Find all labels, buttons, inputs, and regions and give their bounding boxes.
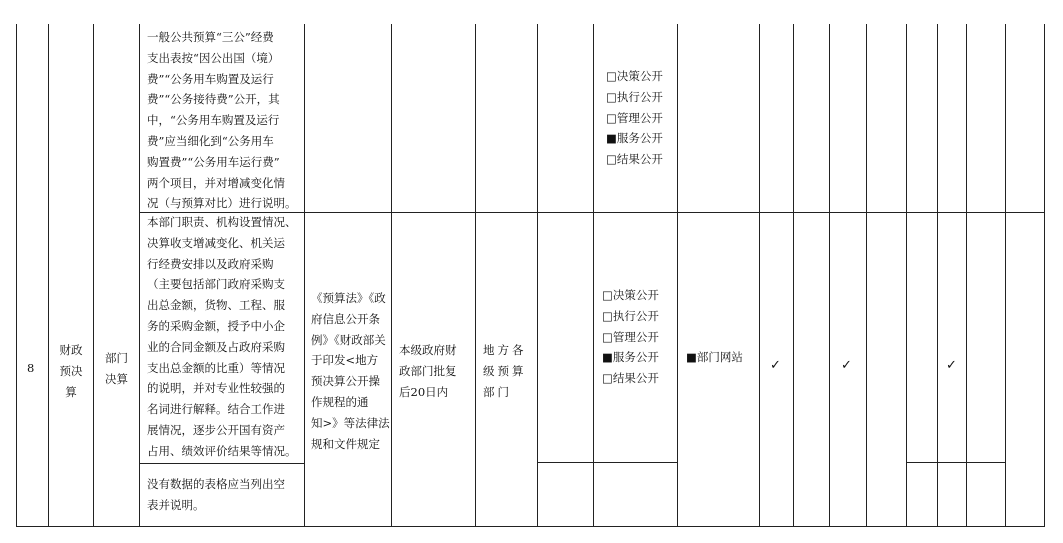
- text-line: 支出表按“因公出国（境）: [147, 50, 280, 65]
- text-line: 业的合同金额及占政府采购: [147, 339, 285, 354]
- subject-cell: [483, 340, 527, 402]
- text-line: 作规程的通: [311, 394, 369, 409]
- grid-line: [16, 24, 17, 527]
- grid-line: [475, 24, 476, 527]
- option-result: □结果公开: [602, 371, 659, 386]
- text-line: 算: [65, 384, 77, 399]
- text-line: 一般公共预算“三公”经费: [147, 30, 274, 44]
- time-limit-cell: [399, 340, 457, 402]
- grid-line: [829, 24, 830, 527]
- grid-line: [593, 24, 594, 527]
- grid-line: [391, 24, 392, 527]
- text-line: 规和文件规定: [311, 436, 380, 451]
- grid-line: [759, 24, 760, 527]
- text-line: 名词进行解释。结合工作进: [147, 402, 285, 417]
- text-line: 购置费”“公务用车运行费”: [147, 154, 280, 169]
- text-line: 知>》等法律法: [311, 415, 390, 430]
- text-line: 务的采购金额，授予中小企: [147, 318, 285, 333]
- text-line: 预决: [59, 363, 83, 378]
- option-service: ■服务公开: [606, 131, 663, 146]
- option-execution: □执行公开: [606, 89, 663, 104]
- option-decision: □决策公开: [606, 69, 663, 83]
- grid-line: [906, 24, 907, 527]
- grid-line: [139, 463, 305, 464]
- text-line: 本级政府财: [399, 343, 457, 357]
- text-line: 决算收支增减变化、机关运: [147, 235, 285, 250]
- channel-department-website: ■部门网站: [686, 350, 743, 364]
- description-note: [147, 474, 285, 516]
- grid-line: [1044, 24, 1045, 527]
- grid-line: [937, 24, 938, 527]
- text-line: 费”应当细化到“公务用车: [147, 133, 274, 148]
- text-line: 支出总金额的比重）等情况: [147, 360, 285, 375]
- text-line: 况（与预算对比）进行说明。: [147, 196, 297, 211]
- category-cell: [49, 340, 93, 402]
- grid-line: [139, 24, 140, 527]
- text-line: 后20日内: [399, 384, 449, 399]
- grid-line: [866, 24, 867, 527]
- grid-line: [906, 462, 1005, 463]
- grid-line: [304, 24, 305, 527]
- grid-line: [537, 24, 538, 527]
- grid-line: [1005, 24, 1006, 527]
- text-line: 本部门职责、机构设置情况、: [147, 215, 297, 229]
- main-row-description: [147, 212, 297, 462]
- text-line: 两个项目，并对增减变化情: [147, 175, 285, 190]
- text-line: 决算: [105, 371, 128, 386]
- text-line: 府信息公开条: [311, 311, 380, 326]
- top-row-description: [147, 27, 297, 214]
- grid-line: [966, 24, 967, 527]
- text-line: 于印发<地方: [311, 353, 379, 368]
- text-line: 费”“公务用车购置及运行: [147, 71, 274, 86]
- text-line: 部门: [105, 351, 128, 365]
- grid-line: [677, 24, 678, 527]
- text-line: 展情况，逐步公开国有资产: [147, 422, 285, 437]
- text-line: 政部门批复: [399, 363, 457, 378]
- option-result: □结果公开: [606, 152, 663, 167]
- option-decision: □决策公开: [602, 288, 659, 302]
- top-row-disclosure-options: [606, 66, 663, 170]
- text-line: 出总金额，货物、工程、服: [147, 298, 285, 313]
- legal-basis-cell: [311, 288, 390, 454]
- grid-line: [48, 24, 49, 527]
- grid-line: [16, 526, 1045, 527]
- text-line: 《预算法》《政: [311, 291, 386, 305]
- option-management: □管理公开: [606, 110, 663, 125]
- main-row-disclosure-options: [602, 285, 659, 389]
- option-service: ■服务公开: [602, 350, 659, 365]
- subcategory-cell: [94, 348, 139, 390]
- option-execution: □执行公开: [602, 308, 659, 323]
- text-line: 例》《财政部关: [311, 332, 386, 347]
- grid-line: [793, 24, 794, 527]
- grid-line: [93, 24, 94, 527]
- text-line: 级预算: [483, 363, 527, 378]
- text-line: 财政: [59, 343, 83, 357]
- check-mark: ✓: [770, 358, 781, 373]
- text-line: 费”“公务接待费”公开，其: [147, 92, 280, 107]
- text-line: 的说明，并对专业性较强的: [147, 381, 285, 396]
- text-line: 部门: [483, 384, 512, 399]
- grid-line: [537, 462, 678, 463]
- text-line: 地方各: [483, 343, 527, 357]
- option-management: □管理公开: [602, 329, 659, 344]
- text-line: 行经费安排以及政府采购: [147, 256, 274, 271]
- text-line: 表并说明。: [147, 497, 205, 512]
- text-line: （主要包括部门政府采购支: [147, 277, 285, 292]
- row-index: 8: [27, 361, 35, 375]
- text-line: 没有数据的表格应当列出空: [147, 477, 285, 491]
- text-line: 中，“公务用车购置及运行: [147, 113, 280, 128]
- text-line: 预决算公开操: [311, 374, 380, 389]
- check-mark: ✓: [841, 358, 852, 373]
- check-mark: ✓: [946, 358, 957, 373]
- text-line: 占用、绩效评价结果等情况。: [147, 443, 297, 458]
